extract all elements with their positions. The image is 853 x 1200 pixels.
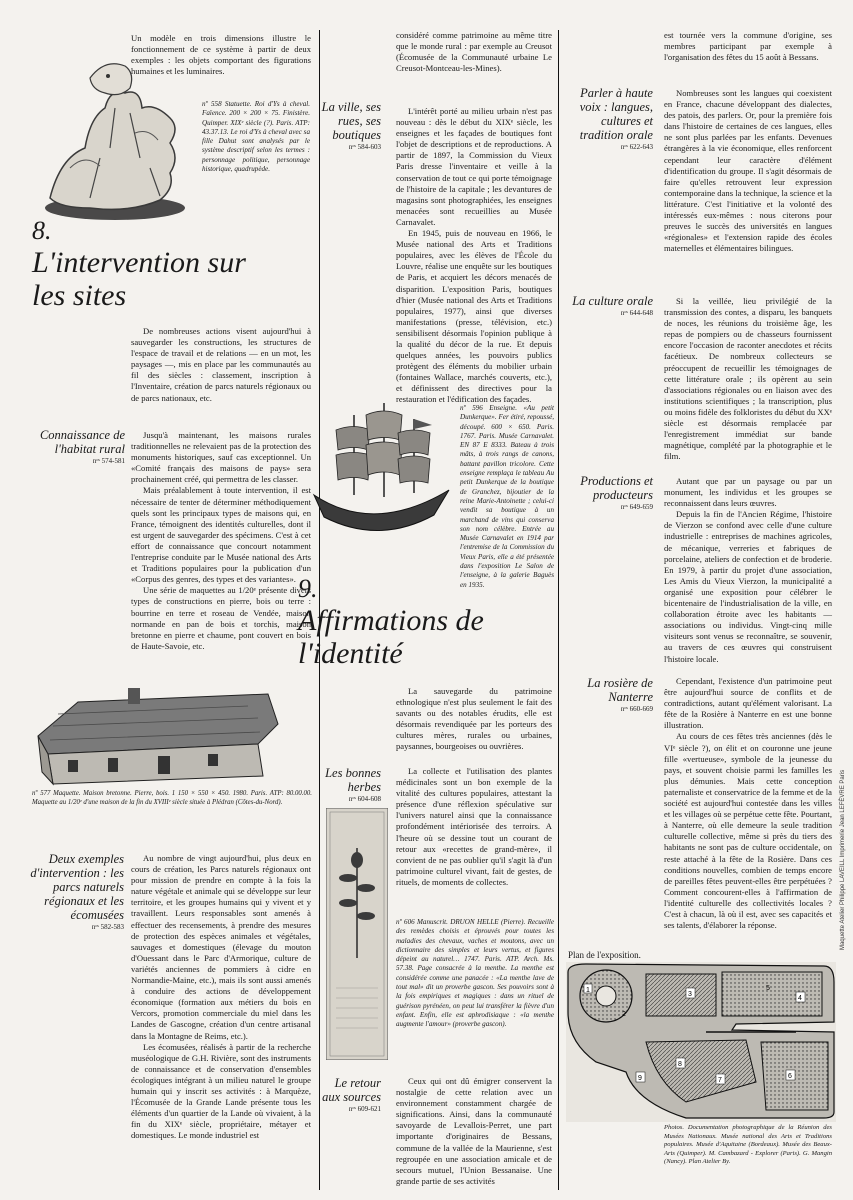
col3-para-4: Autant que par un paysage ou par un monument, les individus et les groupes se reconnaissent dans leurs œuvres.	[664, 476, 832, 509]
side-heading-rosiere-title: La rosière de Nanterre	[587, 676, 653, 704]
col2-para-5: La collecte et l'utilisation des plantes médicinales sont un bon exemple de la vitalité des cultures populaires, attestant la présence d'une réflexion spéculative sur l'univers naturel ainsi que la connaissance profondément intériorisée des terroirs. A l'heure où se dessine tout un courant de retour aux «recettes de grand-mère», il convient de ne pas oublier qu'il s'agit là d'un patrimoine culturel vivant, fait de gestes, de rituels, de moments de collectes.	[396, 766, 552, 887]
side-heading-ville-ref: nᵒˢ 584-603	[348, 143, 381, 151]
plan-number-3: 3	[688, 991, 692, 998]
side-heading-culture-orale-ref: nᵒˢ 644-648	[620, 309, 653, 317]
plan-number-5: 5	[766, 985, 770, 992]
col3-para-4-5	[664, 476, 832, 665]
side-heading-herbes	[316, 766, 381, 804]
caption-577: nº 577 Maquette. Maison bretonne. Pierre, bois. 1 150 × 550 × 450. 1980. Paris. ATP: 80.00.00. Maquette au 1/20ᵉ d'une maison de la fin du XVIIIᵉ siècle située à Plédran (Côtes-du-Nord).	[32, 790, 312, 806]
col3-para-3: Si la veillée, lieu privilégié de la transmission des contes, a disparu, les banquets de noces, les réunions du troisième âge, les repas de pompiers ou de chasseurs fournissent encore l'occasion de raconter anecdotes et récits facétieux. De nombreux collecteurs se préoccupent de recueillir les témoignages de cette littérature orale ; ils opèrent au sein d'associations régionales ou en liaison avec des institutions scientifiques ; la transcription, plus ou moins fidèle des folkloristes du début du XXᵉ siècle est désormais remplacée par l'enregistrement immédiat sur bande magnétique, complété par la photographie et le film.	[664, 296, 832, 462]
section-8-title: L'intervention sur les sites	[32, 246, 246, 312]
col3-para-6-7	[664, 676, 832, 931]
side-heading-parcs-ref: nᵒˢ 582-583	[91, 923, 124, 931]
col1-para-5: Au nombre de vingt aujourd'hui, plus deux en cours de création, les Parcs naturels régionaux ont pour mission de prendre en compte à la fois la nature végétale et animale qui se développe sur leur territoire, et les groupes humains qui y vivent et y travaillent. Leurs responsables sont amenés à effectuer des recensements, à prendre des mesures de protection des espèces animales et végétales, sauvages et domestiques (élevage du mouton d'Ouessant dans le Parc d'Armorique, culture de variétés anciennes de pommiers à cidre en Normandie-Maine, etc.), mais ils sont aussi amenés à conduire des actions de développement économique (formation aux métiers du bois en Vercors, promotion commerciale du miel dans les Landes de Gascogne, création d'un centre artisanal dans la Montagne de Reims, etc.).	[131, 853, 311, 1041]
plan-title: Plan de l'exposition.	[568, 950, 641, 960]
section-8-number: 8.	[32, 216, 52, 245]
side-heading-parler-ref: nᵒˢ 622-643	[620, 143, 653, 151]
side-heading-rosiere-ref: nᵒˢ 660-669	[620, 705, 653, 713]
col2-para-1: considéré comme patrimoine au même titre que le monde rural : par exemple au Creusot (Écomusée de la Communauté urbaine Le Creusot-Montceau-les-Mines).	[396, 30, 552, 74]
side-heading-rosiere	[566, 676, 653, 714]
side-heading-culture-orale	[570, 294, 653, 318]
side-heading-productions-ref: nᵒˢ 649-659	[620, 503, 653, 511]
side-heading-sources-title: Le retour aux sources	[322, 1076, 381, 1104]
col2-para-6: Ceux qui ont dû émigrer conservent la nostalgie de cette relation avec un environnement constamment chargée de significations. Ainsi, dans la communauté savoyarde de Levallois-Perret, une part importante d'originaires de Bessans, commune de la vallée de la Maurienne, s'est regroupée en une association amicale et de secours mutuel, l'Union Bessanaise. Une grande partie de ses activités	[396, 1076, 552, 1186]
section-9-title: Affirmations de l'identité	[298, 604, 484, 670]
col2-para-2: L'intérêt porté au milieu urbain n'est pas nouveau : dès le début du XIXᵉ siècle, les enseignes et les façades de boutiques font l'objet de descriptions et de reproductions. A partir de 1897, la Commission du Vieux Paris dresse l'inventaire et veille à la conservation de tout ce qui porte témoignage de l'histoire de la capitale ; les devantures de magasins sont photographiées, les enseignes menacées sont recueillies au Musée Carnavalet.	[396, 106, 552, 227]
plan-number-8: 8	[678, 1061, 682, 1068]
manuscript-figure	[326, 808, 388, 1060]
col1-para-6: Les écomusées, réalisés à partir de la recherche muséologique de G.H. Rivière, sont des instruments de connaissance et de conservation d'ensembles écologiques intégrant à un milieu naturel le groupe humain qui y inscrit ses activités : à Marquèze, l'Écomusée de la Grande Lande présente tous les éléments d'un quartier de la Lande où vivaient, à la fin du XIXᵉ siècle, propriétaire, métayer et domestiques. Le monde industriel est	[131, 1041, 311, 1141]
plan-number-2: 2	[622, 1011, 626, 1018]
col3-para-5: Depuis la fin de l'Ancien Régime, l'histoire de Vierzon se confond avec celle d'une culture industrielle : entreprises de machines agricoles, de mécanique, verreries et fabriques de porcelaine, ateliers de confection et de broderie. En 1979, à partir du projet d'une association, Les Amis du Vieux Vierzon, la municipalité a organisé une exposition pour célébrer le bicentenaire de l'industrialisation de la ville, en collaboration étroite avec les habitants — associations ou individus. Vingt-cinq mille visiteurs sont venus se reconnaître, se souvenir, au travers de ces œuvres qui construisent l'histoire locale.	[664, 509, 832, 664]
side-heading-habitat	[30, 428, 125, 466]
side-heading-sources	[316, 1076, 381, 1114]
col2-para-4: La sauvegarde du patrimoine ethnologique n'est plus seulement le fait des savants ou des notables érudits, elle est désormais revendiquée par les porteurs des cultures mères, rurales ou urbaines, paysannes, bourgeoises ou ouvrières.	[396, 686, 552, 752]
side-heading-culture-orale-title: La culture orale	[572, 294, 653, 308]
exhibition-plan	[566, 962, 836, 1122]
plan-number-4: 4	[798, 995, 802, 1002]
side-heading-productions	[566, 474, 653, 512]
col1-para-2: Jusqu'à maintenant, les maisons rurales traditionnelles ne relevaient pas de la protection des monuments historiques, sauf cas exceptionnel. Un «Comité français des maisons de pays» sera prochainement créé, qui permettra de les classer.	[131, 430, 311, 485]
photo-credits: Photos. Documentation photographique de la Réunion des Musées Nationaux. Musée national des Arts et Traditions populaires. Musée d'Aquitaine (Bordeaux). Musée des Beaux-Arts (Quimper). M. Cambazard - Explorer (Paris). G. Mangin (Nancy). Plan Atelier By.	[664, 1124, 832, 1166]
section-9-number: 9.	[298, 574, 318, 603]
col1-para-1: De nombreuses actions visent aujourd'hui à sauvegarder les constructions, les structures de l'espace de travail et de relations — en un mot, les paysages —, mis en place par les communautés au fil des siècles : classement, inscription à l'Inventaire, création de parcs naturels régionaux ou de parcs nationaux, etc.	[131, 326, 311, 403]
column-rule-2	[558, 30, 559, 1190]
col2-para-3: En 1945, puis de nouveau en 1966, le Musée national des Arts et Traditions populaires, avec les élèves de l'École du Louvre, réalise une enquête sur les boutiques de Paris, et acquiert les décors menacés de disparition. L'exposition Paris, boutiques d'hier (Musée national des Arts et Traditions populaires, 1977), ainsi que diverses manifestations (presse, télévision, etc.) sensibilisent désormais l'opinion publique à la qualité du décor de la rue. Et depuis quelques années, les pouvoirs publics protègent des éléments du mobilier urbain (fontaines Wallace, marchés couverts, etc.), et définissent des directives pour la restauration et l'édification des façades.	[396, 228, 552, 405]
side-heading-ville	[316, 100, 381, 152]
side-heading-habitat-ref: nᵒˢ 574-581	[92, 457, 125, 465]
caption-558: nº 558 Statuette. Roi d'Ys à cheval. Faïence. 200 × 200 × 75. Finistère. Quimper. XIXᵉ siècle (?). Paris. ATP: 43.37.13. Le roi d'Ys à cheval avec sa fille Dahut sont analysés par le système descriptif selon les termes : personnage politique, personnage historique, quadrupède.	[202, 100, 310, 174]
side-heading-herbes-ref: nᵒˢ 604-608	[348, 795, 381, 803]
side-heading-parler	[560, 86, 653, 152]
side-heading-parcs	[24, 852, 124, 932]
side-heading-parler-title: Parler à haute voix : langues, cultures et tradition orale	[579, 86, 653, 142]
vertical-credit: Maquette Atelier Philippe LAVEILL Imprimerie Jean LEFÈVRE Paris	[840, 769, 846, 950]
col3-para-6: Cependant, l'existence d'un patrimoine peut être aujourd'hui source de conflits et de contradictions, autant qu'élément valorisant. La fête de la Rosière à Nanterre en est une bonne illustration.	[664, 676, 832, 731]
col1-para-4: Une série de maquettes au 1/20ᵉ présente divers types de constructions en pierre, bois ou terre : bourrine en terre et roseau de Vendée, maison normande en pan de bois et torchis, maison bretonne en pierre et chaume, pont couvert en bois de Haute-Savoie, etc.	[131, 585, 311, 651]
caption-596: nº 596 Enseigne. «Au petit Dunkerque». Fer étiré, repoussé, découpé. 600 × 650. Paris. 1767. Paris. Musée Carnavalet. EN 87 E 8333. Bateau à trois mâts, à trois rangs de canons, battant pavillon tricolore. Cette enseigne remplaça le tableau Au petit Dunkerque de la boutique de Granchez, bijoutier de la reine Marie-Antoinette ; celui-ci vendit sa boutique à un marchand de vins qui conserva son nom célèbre. Entrée au Musée Carnavalet en 1914 par l'entremise de la Commission du Vieux Paris, elle a été présentée dans l'exposition Le Salon de l'enseigne, à la galerie Baguès en 1935.	[460, 404, 554, 589]
col1-para-2-4	[131, 430, 311, 652]
side-heading-habitat-title: Connaissance de l'habitat rural	[39, 428, 125, 456]
side-heading-productions-title: Productions et producteurs	[580, 474, 653, 502]
side-heading-sources-ref: nᵒˢ 609-621	[348, 1105, 381, 1113]
side-heading-ville-title: La ville, ses rues, ses boutiques	[321, 100, 381, 142]
col3-para-2: Nombreuses sont les langues qui coexistent en France, chacune développant des dialectes, des patois, des parlers. Or, pour la première fois dans l'histoire de certaines de ces langues, elles ne sont plus parlées par les enfants. Devenues étrangères à la vie économique, elles renforcent cependant leur caractère d'élément d'identification du groupe. Il s'agit désormais de faire qu'elles retrouvent leur expression contemporaine dans la technique, la science et la littérature. C'est l'initiative et la volonté des intéressés eux-mêmes : nous citerons pour preuves le succès des universités en langues «régionales» et l'extension rapide des écoles maternelles et élémentaires bilingues.	[664, 88, 832, 254]
plan-number-1: 1	[586, 987, 590, 994]
plan-number-7: 7	[718, 1077, 722, 1084]
col3-para-7: Au cours de ces fêtes très anciennes (dès le VIᵉ siècle ?), on élit et on couronne une jeune fille «vertueuse», symbole de la jeunesse du pays, et souvent choisie parmi les familles les plus démunies. Mais cette conception paternaliste et conservatrice de la femme et de la société est aujourd'hui contestée dans les villes et les villages où se perpétue cette fête. Pourtant, à Nanterre, où elle demeure la seule tradition culturelle collective, même si près du tiers des habitants ne sont pas de culture occidentale, on reste attaché à la fête de la Rosière. Dans ces conditions nouvelles, combien de temps encore de pareilles fêtes peuvent-elles être perpétuées ? Comment concourent-elles à l'affirmation de l'identité culturelle des collectivités locales ? C'est à chacun, là où il est, avec ses capacités et ses talents, d'élaborer la réponse.	[664, 731, 832, 931]
house-model-figure	[8, 684, 308, 788]
side-heading-parcs-title: Deux exemples d'intervention : les parcs naturels régionaux et les écomusées	[30, 852, 124, 922]
plan-number-6: 6	[788, 1073, 792, 1080]
col1-intro: Un modèle en trois dimensions illustre le fonctionnement de ce système à partir de deux exemples : les objets comportant des figurations humaines et les luminaires.	[131, 33, 311, 77]
col1-para-5-6	[131, 853, 311, 1141]
side-heading-herbes-title: Les bonnes herbes	[325, 766, 381, 794]
plan-number-9: 9	[638, 1075, 642, 1082]
ship-sign-figure	[304, 395, 456, 545]
col3-para-1: est tournée vers la commune d'origine, ses membres participant par exemple à l'organisation des fêtes du 15 août à Bessans.	[664, 30, 832, 63]
caption-606: nº 606 Manuscrit. DRUON HELLE (Pierre). Recueille des remèdes choisis et éprouvés pour toutes les maladies des chevaux, vaches et moutons, avec un dictionnaire des simples et leurs vertus, et figures dépeint au naturel… 1747. Paris. ATP. Arch. Ms. 57.38. Page consacrée à la menthe. La menthe est considérée comme une panacée : «La menthe lave de tout mal» dit un proverbe gascon. Ses pouvoirs sont à la fois empiriques et magiques : dans un rituel de guérison pyrénéen, on peut lui transférer la fièvre d'un enfant. Enfin, elle est aphrodisiaque : «la menthe augmente l'amour» (proverbe gascon).	[396, 918, 554, 1029]
col2-para-2-3	[396, 106, 552, 406]
col1-para-3: Mais préalablement à toute intervention, il est nécessaire de tenter de déterminer méthodiquement quels sont les principaux types de maisons qui, en France, témoignent des identités culturelles, dont il est urgent de sauvegarder des spécimens. C'est à cet effort de connaissance que concourt notamment l'entreprise conduite par le Musée national des Arts et Traditions populaires pour la publication d'un «Corpus des genres, des types et des variantes».	[131, 485, 311, 585]
